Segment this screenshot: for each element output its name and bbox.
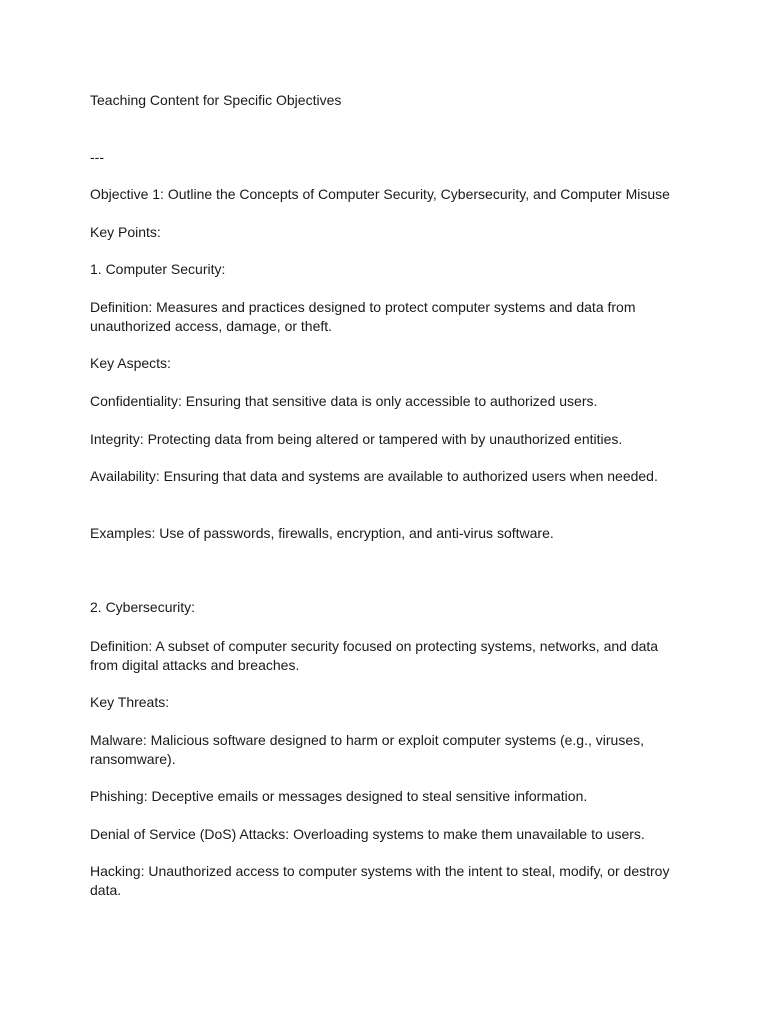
objective-heading: Objective 1: Outline the Concepts of Computer Security, Cybersecurity, and Computer Misuse: [90, 186, 670, 202]
definition-cybersecurity: Definition: A subset of computer security focused on protecting systems, networks, and data from digital attacks and breaches.: [90, 638, 659, 673]
section-heading-computer-security: 1. Computer Security:: [90, 261, 226, 277]
examples-computer-security: Examples: Use of passwords, firewalls, encryption, and anti-virus software.: [90, 525, 554, 541]
aspect-integrity: Integrity: Protecting data from being altered or tampered with by unauthorized entities.: [90, 431, 623, 447]
threat-hacking: Hacking: Unauthorized access to computer systems with the intent to steal, modify, or destroy data.: [90, 863, 670, 898]
aspect-availability: Availability: Ensuring that data and systems are available to authorized users when needed.: [90, 468, 658, 484]
document-title: Teaching Content for Specific Objectives: [90, 92, 342, 108]
key-threats-label: Key Threats:: [90, 694, 170, 710]
definition-computer-security: Definition: Measures and practices designed to protect computer systems and data from unauthorized access, damage, or theft.: [90, 299, 636, 334]
threat-phishing: Phishing: Deceptive emails or messages designed to steal sensitive information.: [90, 788, 588, 804]
threat-malware: Malware: Malicious software designed to harm or exploit computer systems (e.g., viruses, ransomware).: [90, 732, 644, 767]
separator: ---: [90, 149, 104, 165]
aspect-confidentiality: Confidentiality: Ensuring that sensitive data is only accessible to authorized users.: [90, 393, 598, 409]
section-heading-cybersecurity: 2. Cybersecurity:: [90, 599, 196, 615]
key-points-label: Key Points:: [90, 224, 161, 240]
key-aspects-label: Key Aspects:: [90, 355, 171, 371]
threat-dos-attacks: Denial of Service (DoS) Attacks: Overloading systems to make them unavailable to users.: [90, 826, 645, 842]
